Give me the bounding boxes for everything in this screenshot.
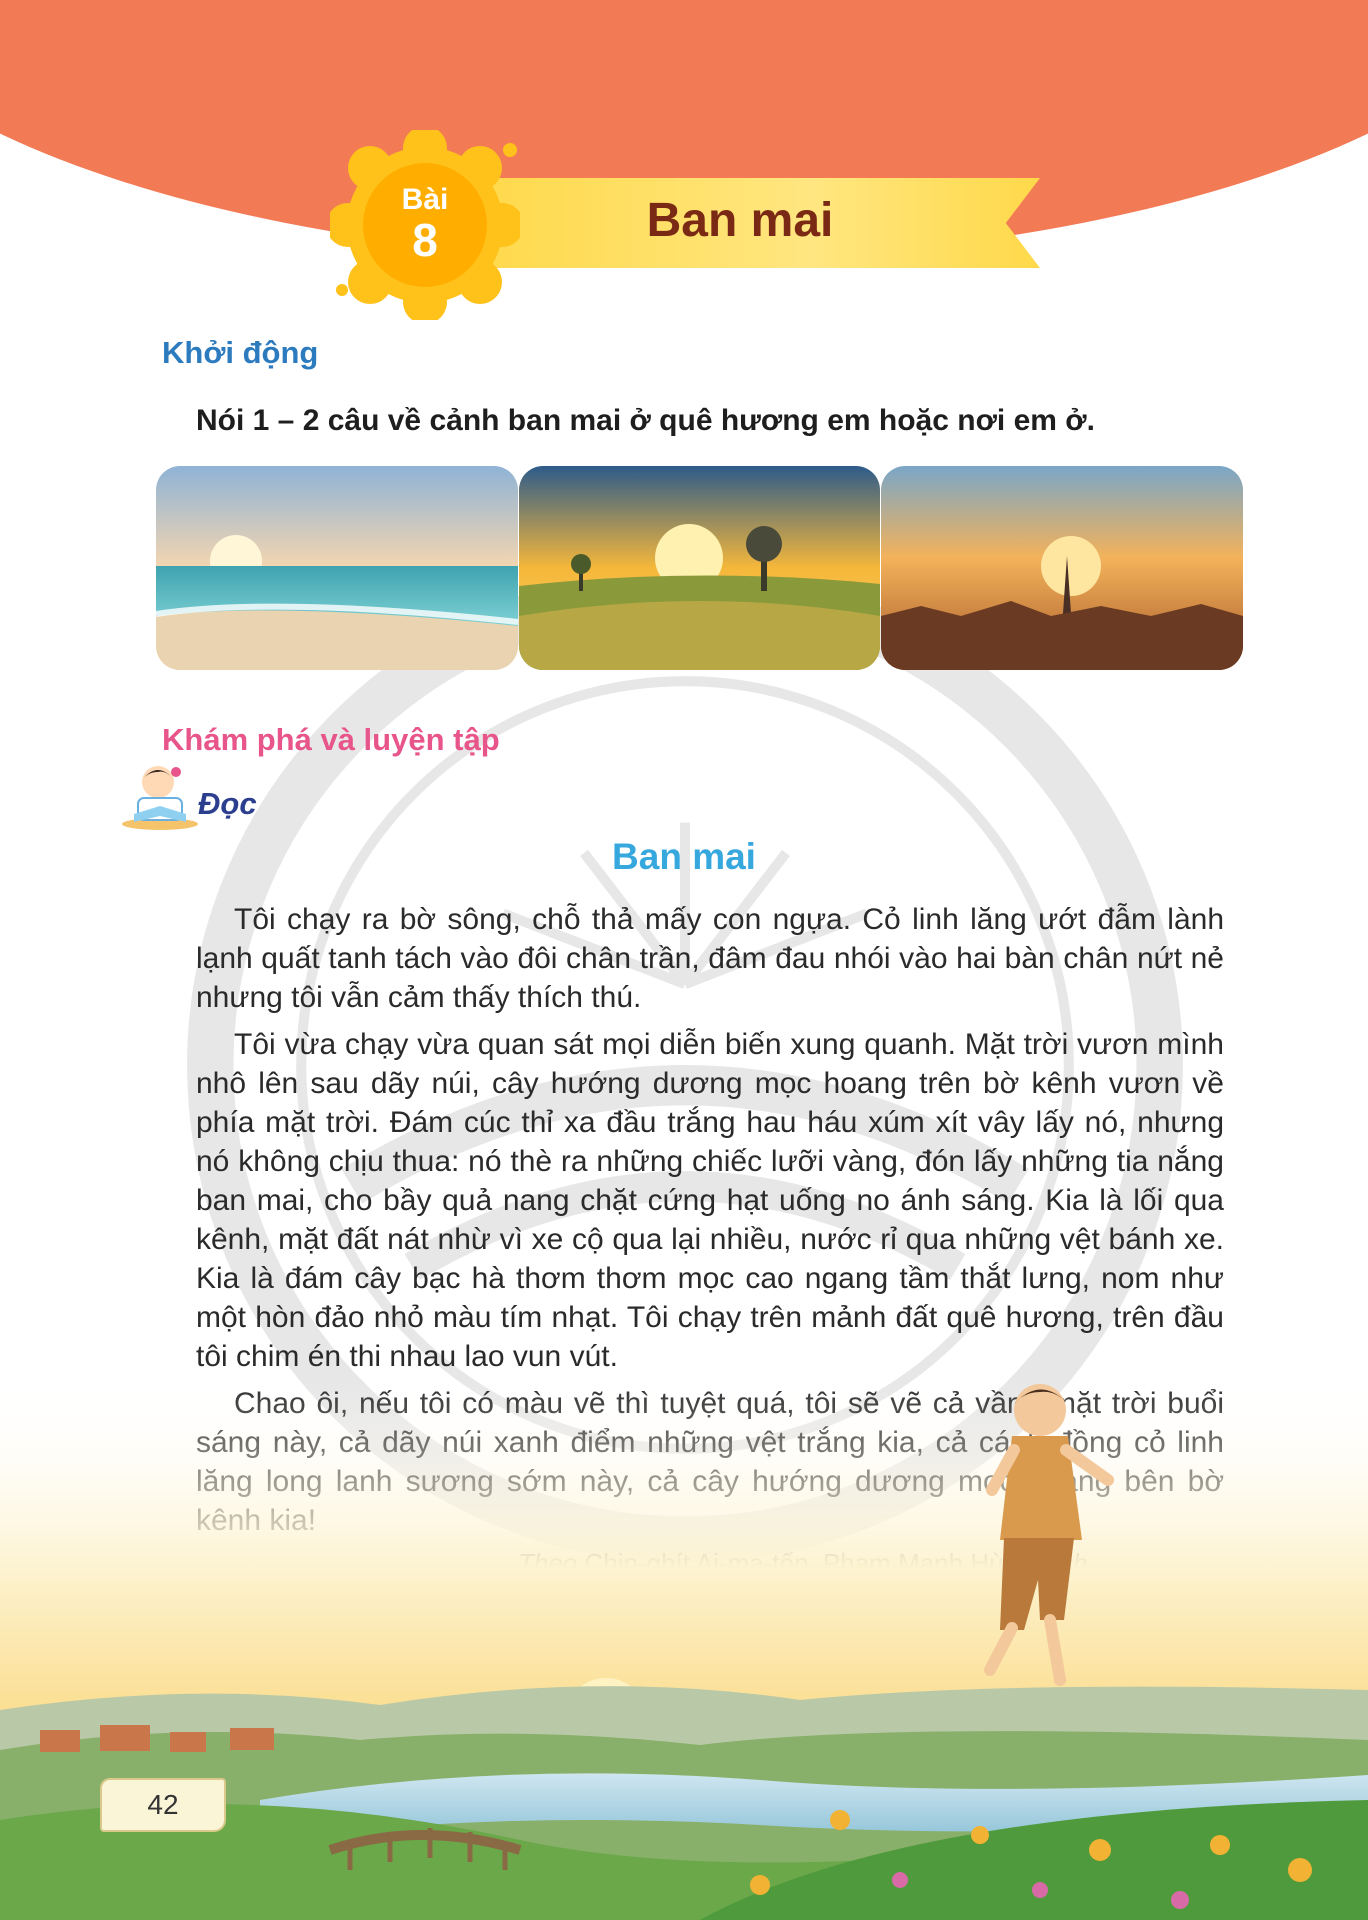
explore-heading: Khám phá và luyện tập <box>162 722 500 757</box>
photo-city-sunrise <box>881 466 1243 670</box>
photo-field-sunrise <box>519 466 880 670</box>
paragraph: Tôi chạy ra bờ sông, chỗ thả mấy con ngựa. Cỏ linh lăng ướt đẫm lành lạnh quất tanh tách vào đôi chân trần, đâm đau nhói vào hai bàn chân nứt nẻ nhưng tôi vẫn cảm thấy thích thú. <box>196 903 1224 1014</box>
paragraph: Tôi vừa chạy vừa quan sát mọi diễn biến xung quanh. Mặt trời vươn mình nhô lên sau dãy núi, cây hướng dương mọc hoang trên bờ kênh vươn về phía mặt trời. Đám cúc thỉ xa đầu trắng hau háu xúm xít vây lấy nó, nhưng nó không chịu thua: nó thè ra những chiếc lưỡi vàng, đón lấy những tia nắng ban mai, cho bầy quả nang chặt cứng hạt uống no ánh sáng. Kia là lối qua kênh, mặt đất nát nhừ vì xe cộ qua lại nhiều, nước rỉ qua những vệt bánh xe. Kia là đám cây bạc hà thơm thơm mọc cao ngang tầm thắt lưng, nom như một hòn đảo nhỏ màu tím nhạt. Tôi chạy trên mảnh đất quê hương, trên đầu tôi chim én thi nhau lao vun vút. <box>196 1028 1224 1373</box>
lesson-badge-number: 8 <box>412 214 438 266</box>
photo-beach-sunrise <box>156 466 518 670</box>
warmup-heading: Khởi động <box>162 335 319 370</box>
warmup-prompt: Nói 1 – 2 câu về cảnh ban mai ở quê hương em hoặc nơi em ở. <box>196 404 1095 437</box>
reading-child-icon <box>120 758 200 830</box>
lesson-badge <box>370 183 480 266</box>
lesson-badge-word: Bài <box>401 183 449 216</box>
lesson-title: Ban mai <box>646 194 834 247</box>
reading-title: Ban mai <box>612 836 756 877</box>
sunrise-landscape-illustration <box>0 1380 1368 1920</box>
page-number: 42 <box>100 1778 226 1832</box>
reading-label: Đọc <box>198 786 257 821</box>
